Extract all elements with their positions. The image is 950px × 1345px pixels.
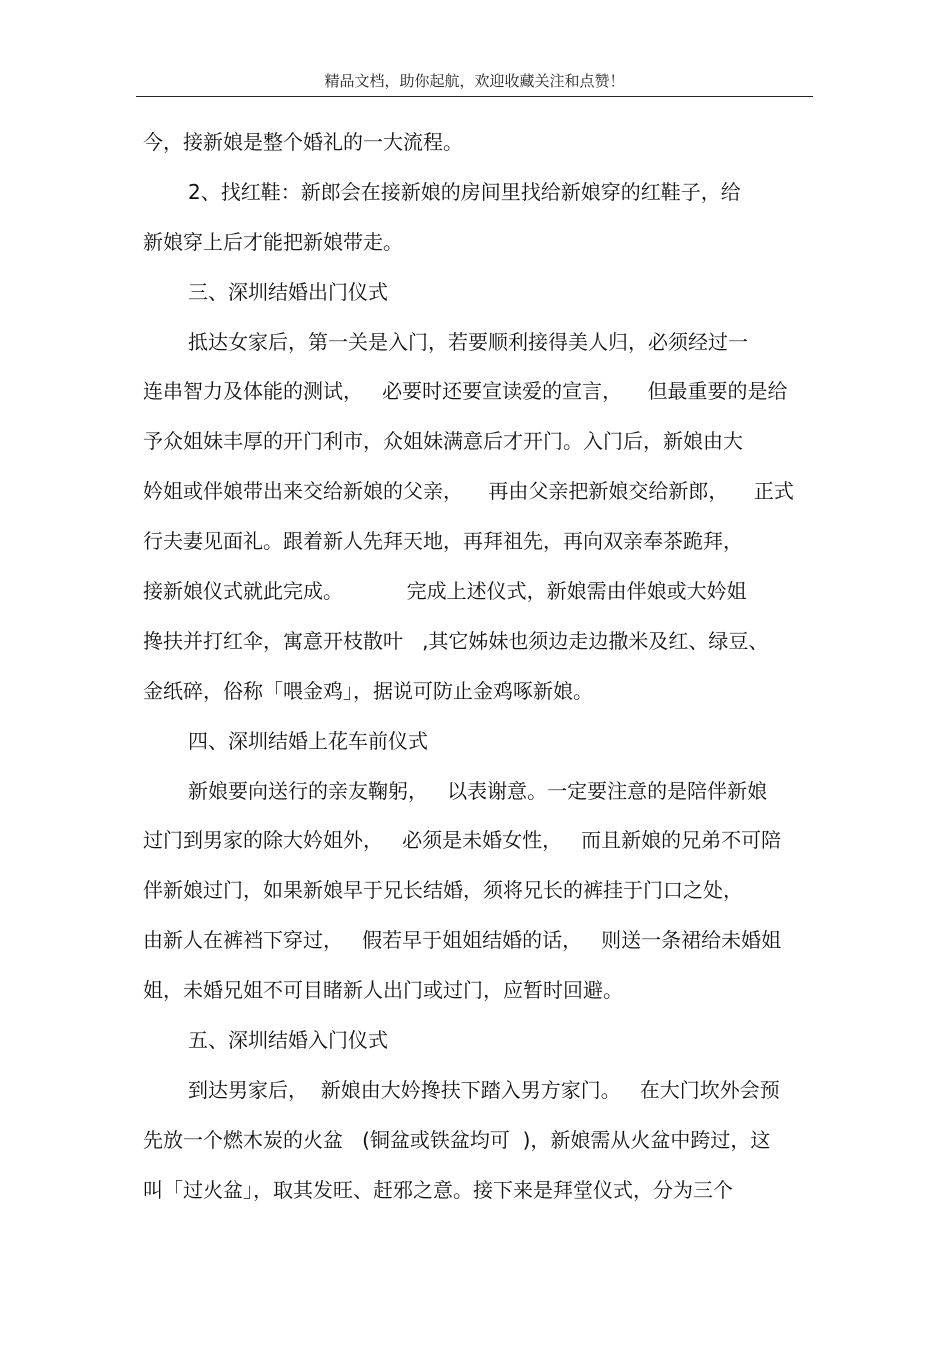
text-line: 由新人在裤裆下穿过， 假若早于姐姐结婚的话， 则送一条裙给未婚姐	[143, 928, 782, 953]
text-line: 姐，未婚兄姐不可目睹新人出门或过门，应暂时回避。	[143, 978, 623, 1003]
text-line: 连串智力及体能的测试， 必要时还要宣读爱的宣言， 但最重要的是给	[143, 379, 788, 404]
text-line: 2、找红鞋：新郎会在接新娘的房间里找给新娘穿的红鞋子，给	[188, 179, 741, 204]
text-line: 搀扶并打红伞，寓意开枝散叶 ,其它姊妹也须边走边撒米及红、绿豆、	[143, 628, 769, 653]
text-line: 新娘要向送行的亲友鞠躬， 以表谢意。一定要注意的是陪伴新娘	[188, 778, 768, 803]
text-line: 三、深圳结婚出门仪式	[188, 279, 388, 304]
text-line: 叫「过火盆」，取其发旺、赶邪之意。接下来是拜堂仪式，分为三个	[143, 1177, 733, 1202]
header-text: 精品文档，助你起航，欢迎收藏关注和点赞！	[324, 72, 625, 90]
text-line: 过门到男家的除大妗姐外， 必须是未婚女性， 而且新娘的兄弟不可陪	[143, 828, 782, 853]
document-body	[143, 118, 813, 1216]
text-line: 四、深圳结婚上花车前仪式	[188, 728, 428, 753]
text-line: 五、深圳结婚入门仪式	[188, 1028, 388, 1053]
text-line: 金纸碎，俗称「喂金鸡」，据说可防止金鸡啄新娘。	[143, 678, 593, 703]
text-line: 伴新娘过门，如果新娘早于兄长结婚，须将兄长的裤挂于门口之处，	[143, 878, 743, 903]
text-line: 今，接新娘是整个婚礼的一大流程。	[143, 130, 463, 154]
text-line: 抵达女家后，第一关是入门，若要顺利接得美人归，必须经过一	[188, 329, 748, 354]
text-line: 接新娘仪式就此完成。 完成上述仪式，新娘需由伴娘或大妗姐	[143, 579, 747, 604]
text-line: 予众姐妹丰厚的开门利市，众姐妹满意后才开门。入门后，新娘由大	[143, 429, 743, 454]
text-line: 妗姐或伴娘带出来交给新娘的父亲， 再由父亲把新娘交给新郎， 正式	[143, 479, 794, 504]
text-line: 先放一个燃木炭的火盆 (铜盆或铁盆均可 )，新娘需从火盆中跨过，这	[143, 1127, 771, 1152]
text-line: 行夫妻见面礼。跟着新人先拜天地，再拜祖先，再向双亲奉茶跪拜，	[143, 529, 743, 554]
page-header	[136, 58, 813, 97]
text-line: 新娘穿上后才能把新娘带走。	[143, 229, 403, 254]
text-line: 到达男家后， 新娘由大妗搀扶下踏入男方家门。 在大门坎外会预	[188, 1077, 780, 1102]
